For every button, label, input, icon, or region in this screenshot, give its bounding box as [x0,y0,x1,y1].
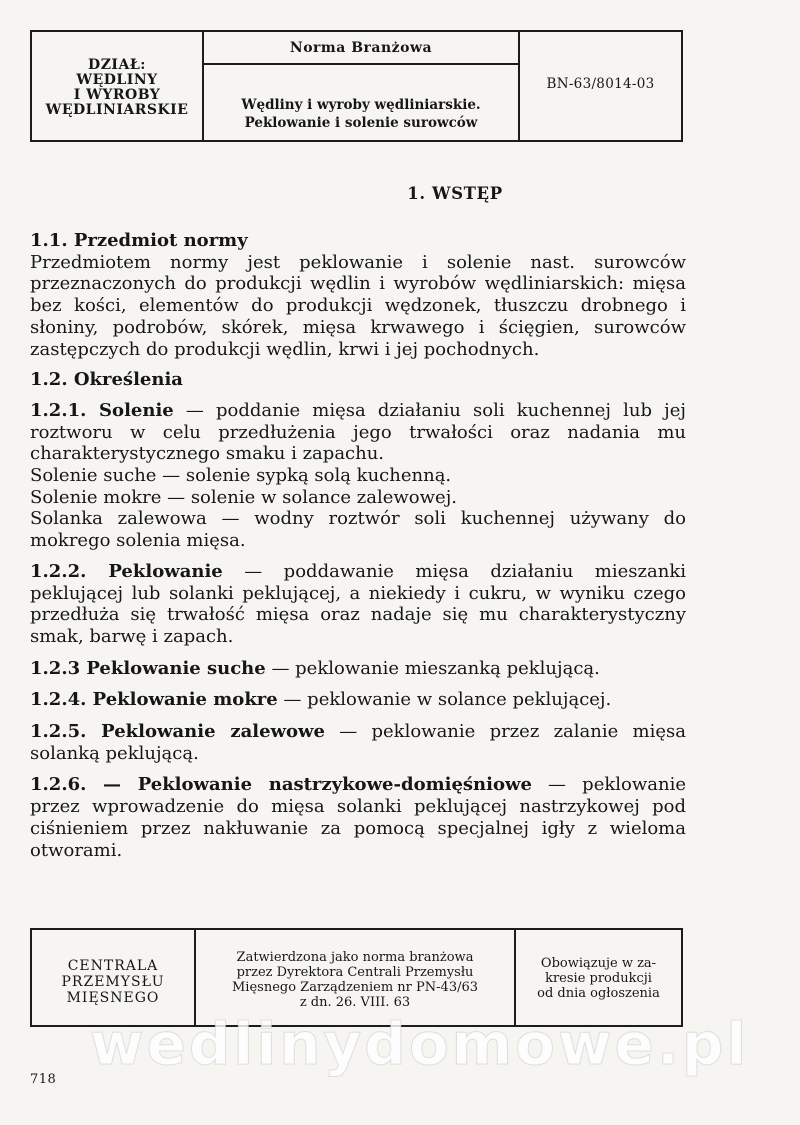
definition-paragraph [30,400,686,465]
validity-line: od dnia ogłoszenia [537,986,660,1001]
norm-code: BN-63/8014-03 [546,76,655,92]
norm-type: Norma Branżowa [289,39,433,56]
norm-title-line: Wędliny i wyroby wędliniarskie. [241,96,481,113]
definition-paragraph [30,774,686,861]
definition-term: 1.2.6. — Peklowanie nastrzykowe-domięśniowe [30,774,532,796]
approval-line: Mięsnego Zarządzeniem nr PN-43/63 [231,979,479,995]
norm-code-cell [520,32,681,140]
definition-term: 1.2.2. Peklowanie [30,560,223,582]
division-line: DZIAŁ: [88,57,146,73]
norm-title-line: Peklowanie i solenie surowców [244,114,478,131]
paragraph: Solenie mokre — solenie w solance zalewowej. [30,486,457,508]
definition-text: — peklowanie w solance peklującej. [277,689,612,711]
page-number: 718 [30,1072,57,1087]
definition-term: 1.2.3 Peklowanie suche [30,657,266,679]
approval-line: przez Dyrektora Centrali Przemysłu [236,964,474,980]
section-title: 1. WSTĘP [407,184,503,203]
subsection-heading: 1.1. Przedmiot normy [30,230,248,251]
definition-term: 1.2.4. Peklowanie mokre [30,689,278,711]
norm-title-cell [204,65,520,140]
watermark: wedlinydomowe.pl [90,1010,750,1078]
paragraph: Solanka zalewowa — wodny roztwór soli kuchennej używany do mokrego solenia mięsa. [30,508,686,552]
issuer-line: CENTRALA [67,957,159,974]
definition-text: — peklowanie przez wprowadzenie do mięsa solanki peklującej nastrzykowej pod ciśnieniem przez nakłuwanie za pomocą specjalnej igły z wieloma otworami. [30,774,686,861]
issuer-line: MIĘSNEGO [66,989,160,1006]
subsection-heading: 1.2. Określenia [30,369,183,391]
validity-line: Obowiązuje w za- [540,956,657,971]
document-body [30,230,686,861]
definition-term: 1.2.5. Peklowanie zalewowe [30,721,325,743]
division-line: WĘDLINY [76,72,158,88]
paragraph: Przedmiotem normy jest peklowanie i solenie nast. surowców przeznaczonych do produkcji wędlin i wyrobów wędliniarskich: mięsa bez kości, elementów do produkcji wędzonek, tłuszczu drobnego i słoniny, podrobów, skórek, mięsa krwawego i ścięgien, surowców zastępczych do produkcji wędlin, krwi i jej pochodnych. [30,251,686,360]
definition-paragraph [30,561,686,648]
header-table [30,30,683,142]
division-cell [32,32,204,140]
definition-text: — peklowanie mieszanką peklującą. [265,657,600,679]
issuer-line: PRZEMYSŁU [61,973,165,990]
validity-line: kresie produkcji [545,971,652,986]
definition-text: — poddanie mięsa działaniu soli kuchennej lub jej roztworu w celu przedłużenia jego trwałości oraz nadania mu charakterystycznego smaku i zapachu. [30,399,686,465]
division-line: I WYROBY [73,87,161,103]
definition-text: — poddawanie mięsa działaniu mieszanki peklującej lub solanki peklującej, a niekiedy i cukru, w wyniku czego przedłuża się trwałość mięsa oraz nadaje się mu charakterystyczny smak, barwę i zapach. [30,560,686,647]
definition-paragraph [30,658,686,680]
division-line: WĘDLINIARSKIE [45,102,189,118]
definition-paragraph [30,721,686,764]
approval-line: z dn. 26. VIII. 63 [299,994,411,1010]
definition-text: — peklowanie przez zalanie mięsa solanką peklującą. [30,721,686,764]
definition-term: 1.2.1. Solenie [30,399,174,421]
norm-type-cell [204,32,520,65]
paragraph: Solenie suche — solenie sypką solą kuchenną. [30,465,452,487]
approval-line: Zatwierdzona jako norma branżowa [236,949,474,965]
definition-paragraph [30,689,686,711]
